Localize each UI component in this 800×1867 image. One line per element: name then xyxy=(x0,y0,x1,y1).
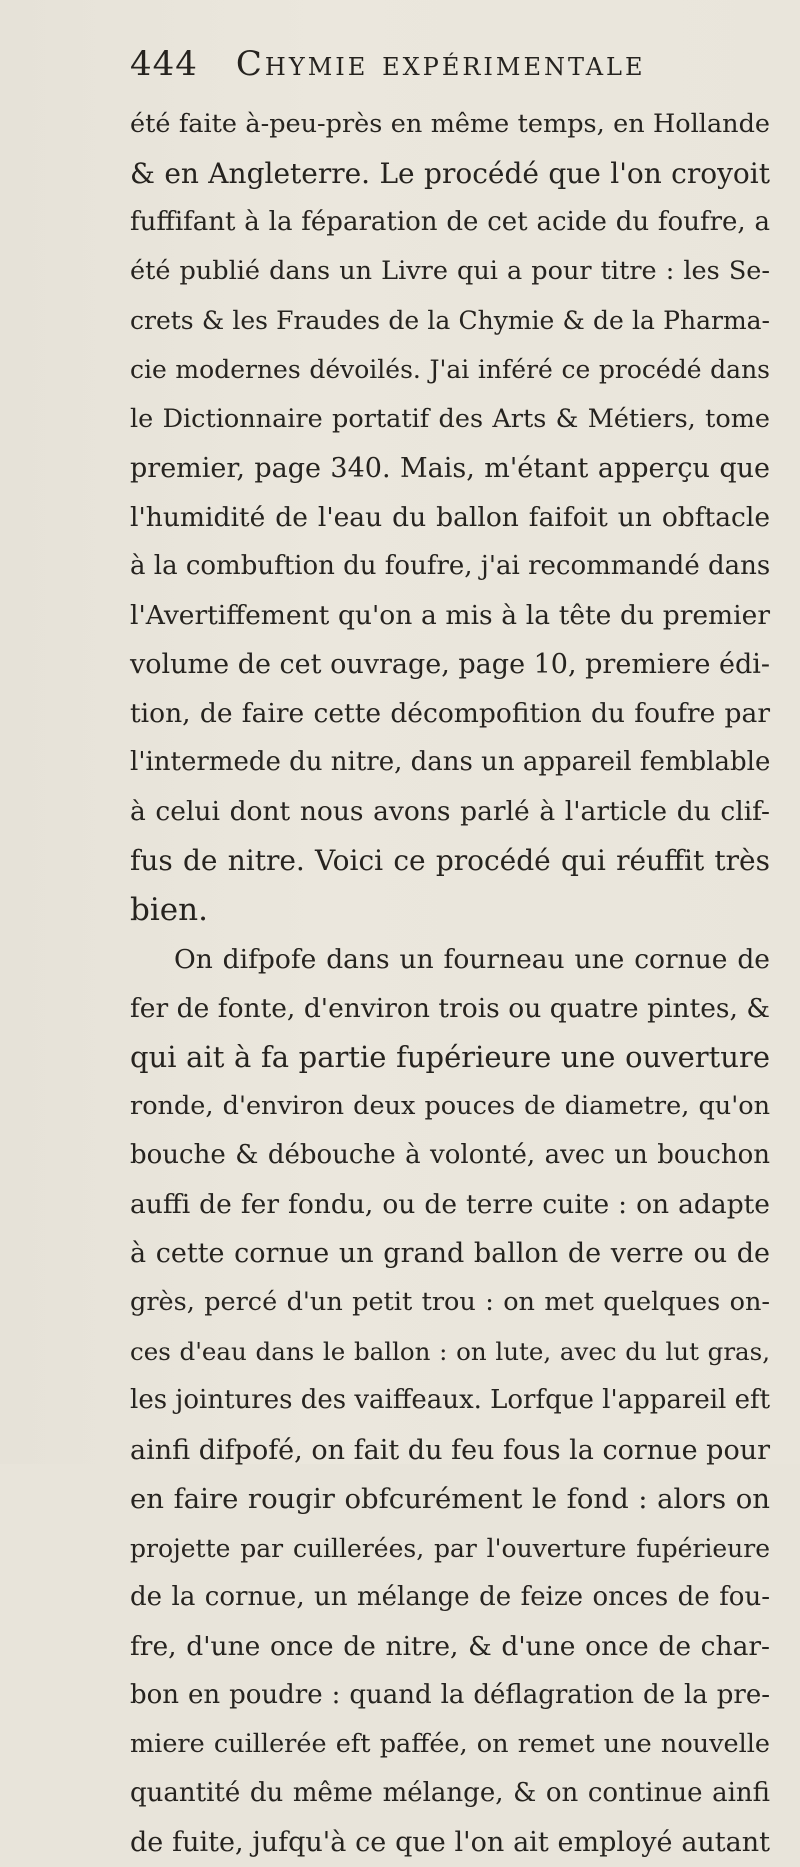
text-line: à la combuftion du foufre, j'ai recommandé dans xyxy=(130,550,771,581)
text-line: volume de cet ouvrage, page 10, premiere édi- xyxy=(130,649,771,681)
text-line: fre, d'une once de nitre, & d'une once de char- xyxy=(130,1630,770,1662)
text-line: à cette cornue un grand ballon de verre ou de xyxy=(130,1238,770,1270)
text-line: & en Angleterre. Le procédé que l'on croyoit xyxy=(130,157,770,191)
text-line: fer de fonte, d'environ trois ou quatre pintes, & xyxy=(130,992,770,1024)
page-number: 444 xyxy=(130,44,198,84)
text-line: crets & les Fraudes de la Chymie & de la Pharma- xyxy=(130,306,770,336)
text-line: l'humidité de l'eau du ballon faifoit un obftacle xyxy=(130,501,770,533)
text-line: auffi de fer fondu, ou de terre cuite : on adapte xyxy=(130,1189,770,1221)
text-line: ainfi difpofé, on fait du feu fous la cornue pour xyxy=(130,1434,770,1466)
text-line: le Dictionnaire portatif des Arts & Métiers, tome xyxy=(130,403,770,434)
body-text xyxy=(130,100,770,1867)
text-line: fuffifant à la féparation de cet acide du foufre, a xyxy=(130,207,770,238)
text-line: de la cornue, un mélange de feize onces de fou- xyxy=(130,1581,770,1612)
text-line: miere cuillerée eft paffée, on remet une nouvelle xyxy=(130,1729,770,1760)
text-line: en faire rougir obfcurément le fond : alors on xyxy=(130,1482,770,1515)
text-line: été publié dans un Livre qui a pour titre : les Se- xyxy=(130,256,770,287)
paragraph-start-line: On difpofe dans un fourneau une cornue de xyxy=(174,943,770,975)
text-line: l'intermede du nitre, dans un appareil femblable xyxy=(130,747,771,778)
text-line: été faite à-peu-près en même temps, en Hollande xyxy=(130,109,770,139)
text-line: premier, page 340. Mais, m'étant apperçu que xyxy=(130,452,770,484)
text-line: grès, percé d'un petit trou : on met quelques on- xyxy=(130,1287,770,1318)
text-line: qui ait à fa partie fupérieure une ouverture xyxy=(130,1039,770,1074)
text-line: quantité du même mélange, & on continue ainfi xyxy=(130,1778,770,1809)
text-line: à celui dont nous avons parlé à l'article du clif- xyxy=(130,796,770,828)
text-line: les jointures des vaiffeaux. Lorfque l'appareil eft xyxy=(130,1385,771,1416)
running-head: Chymie expérimentale xyxy=(235,44,646,84)
text-line: bouche & débouche à volonté, avec un bouchon xyxy=(130,1139,770,1170)
text-line: ces d'eau dans le ballon : on lute, avec du lut gras, xyxy=(130,1337,770,1367)
page-header xyxy=(130,44,770,100)
paragraph-end-line: bien. xyxy=(130,891,208,928)
text-line: de fuite, jufqu'à ce que l'on ait employé autant xyxy=(130,1827,770,1859)
text-line: projette par cuillerées, par l'ouverture fupérieure xyxy=(130,1533,770,1563)
text-line: fus de nitre. Voici ce procédé qui réuffit très xyxy=(130,844,770,878)
text-line: bon en poudre : quand la déflagration de la pre- xyxy=(130,1680,770,1710)
text-line: cie modernes dévoilés. J'ai inféré ce procédé dans xyxy=(130,355,770,385)
text-line: ronde, d'environ deux pouces de diametre, qu'on xyxy=(130,1090,770,1121)
text-line: tion, de faire cette décompofition du foufre par xyxy=(130,698,770,730)
text-line: l'Avertiffement qu'on a mis à la tête du premier xyxy=(130,599,770,631)
